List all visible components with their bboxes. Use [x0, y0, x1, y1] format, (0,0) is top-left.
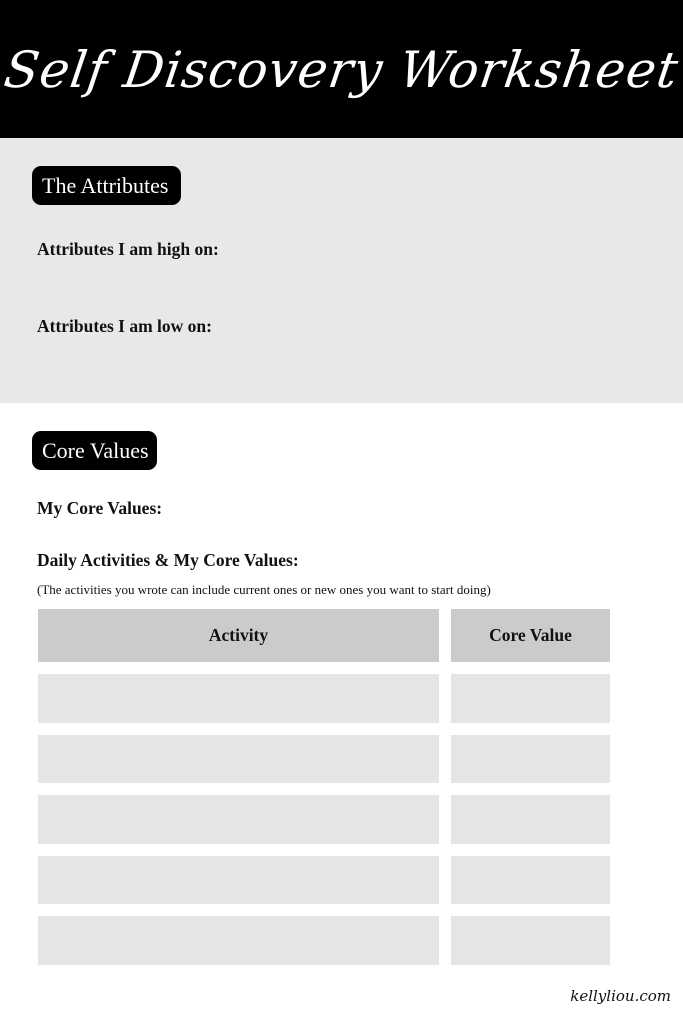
attributes-low-label: Attributes I am low on:	[37, 316, 212, 336]
footer-brand: kellyliou.com	[570, 987, 671, 1005]
core-value-cell-4[interactable]	[451, 856, 610, 904]
core-value-cell-2[interactable]	[451, 735, 610, 783]
table-header-core-value: Core Value	[451, 609, 610, 662]
activity-cell-1[interactable]	[38, 674, 439, 723]
activity-cell-2[interactable]	[38, 735, 439, 783]
core-values-section-heading: Core Values	[32, 431, 157, 470]
table-header-activity: Activity	[38, 609, 439, 662]
page-header	[0, 0, 683, 138]
daily-activities-note: (The activities you wrote can include current ones or new ones you want to start doing)	[37, 582, 491, 597]
attributes-section-heading: The Attributes	[32, 166, 181, 205]
activity-cell-3[interactable]	[38, 795, 439, 844]
core-value-cell-3[interactable]	[451, 795, 610, 844]
activity-cell-4[interactable]	[38, 856, 439, 904]
activity-cell-5[interactable]	[38, 916, 439, 965]
page-title: Self Discovery Worksheet	[0, 41, 683, 99]
daily-activities-label: Daily Activities & My Core Values:	[37, 550, 299, 570]
core-value-cell-1[interactable]	[451, 674, 610, 723]
core-value-cell-5[interactable]	[451, 916, 610, 965]
my-core-values-label: My Core Values:	[37, 498, 163, 518]
attributes-high-label: Attributes I am high on:	[37, 239, 219, 259]
